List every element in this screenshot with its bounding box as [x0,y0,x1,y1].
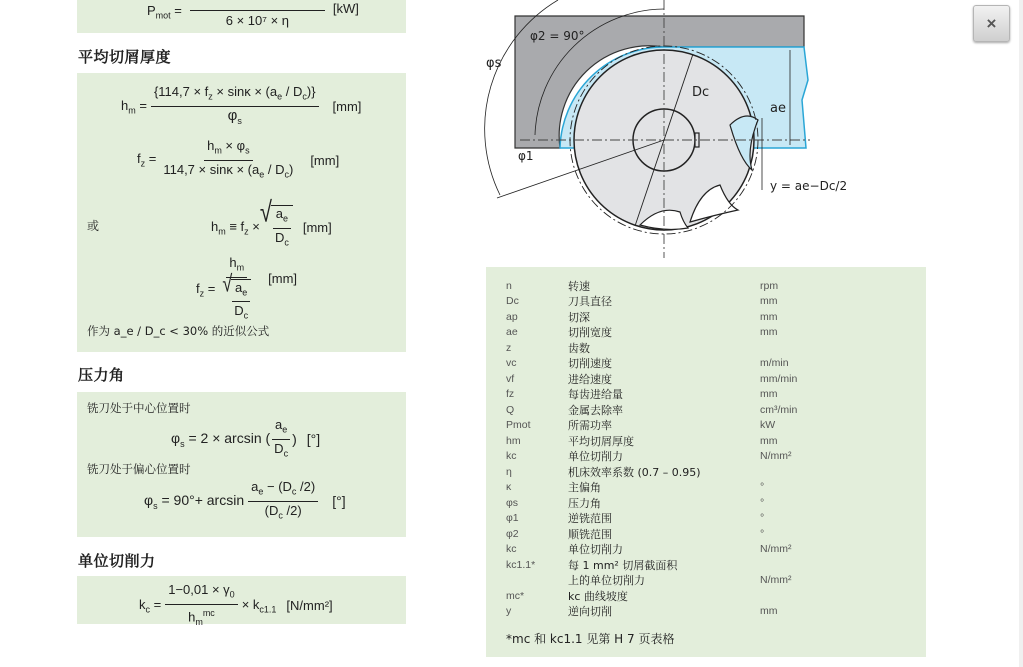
svg-text:φ1: φ1 [518,149,534,163]
phis-offset-formula: $\varphi_s = 90^\circ+ \arcsin$ $\frac{a_e - (D_c /2)}{(D_c /2)}$ [°] [144,479,346,521]
kc-formula: $k_c$ = $\frac{1-0,01 \times \gamma_0}{h_m^{mc}}$ × $k_{c1.1}$ [N/mm²] [139,582,333,627]
svg-text:φs: φs [486,56,502,71]
or-label: 或 [87,219,100,233]
scrollbar-edge[interactable] [1019,0,1023,667]
phis-center-formula: $\varphi_s = 2 \times \arcsin$ ( $\frac{a_e}{D_c}$ ) [°] [171,417,321,459]
svg-text:Dc: Dc [692,85,710,100]
fz-approx-formula: $f_z$ = $h_m$ √ $\frac{a_e}{D_c}$ [mm] [196,255,297,324]
approx-note: 作为 a_e / D_c < 30% 的近似公式 [87,324,270,338]
power-formula-denominator: 6 × 10⁷ × η [190,10,325,28]
hm-formula: $h_m$ = $\frac{\{114,7 \times f_z \times \sin\kappa \times (a_e / D_c)\}}{\varphi_s}$ [mm] [121,84,362,126]
close-icon: × [986,13,997,33]
power-formula: $P_{mot}$ = 6 × 10⁷ × η [kW] [147,0,359,28]
power-formula-unit: [kW] [332,0,359,16]
section-title-specific-cutting-force: 单位切削力 [78,552,156,570]
center-position-label: 铣刀处于中心位置时 [87,401,191,415]
milling-diagram [480,0,860,262]
section-title-pressure-angle: 压力角 [78,366,125,384]
svg-text:ae: ae [770,101,786,116]
svg-text:φ2 = 90°: φ2 = 90° [530,29,585,43]
offset-position-label: 铣刀处于偏心位置时 [87,462,191,476]
close-button[interactable] [973,5,1010,42]
section-title-avg-chip-thickness: 平均切屑厚度 [78,48,172,66]
symbol-legend: n 转速 rpm Dc 刀具直径 mm ap 切深 mm ae 切削宽度 mm z 齿数 vc 切削速度 m/min vf 进给速度 mm/min fz 每齿进给量 mm Q 金属去除率 cm³/min Pmot 所需功率 kW hm 平均切屑厚度 mm kc 单位切削力 N/mm² η 机床效率系数 (0.7 – 0.95) κ 主偏角 ° φs 压力角 ° φ1 逆铣范围 ° φ2 顺铣范围 ° kc 单位切削力 N/mm² kc1.1* 每 1 mm² 切屑截面积 上的单位切削力 N/mm² mc* kc 曲线坡度 y 逆向切削 mm *mc 和 kc1.1 见第 H 7 页表格 [486,267,926,657]
svg-text:y = ae−Dc/2: y = ae−Dc/2 [770,179,848,193]
fz-formula: $f_z$ = $\frac{h_m \times \varphi_s}{114,7 \times \sin\kappa \times (a_e / D_c)}$ [mm] [137,138,340,180]
hm-approx-formula: $h_m \equiv f_z$ × √ $\frac{a_e}{D_c}$ [mm] [211,205,332,250]
legend-footnote: *mc 和 kc1.1 见第 H 7 页表格 [506,632,675,646]
